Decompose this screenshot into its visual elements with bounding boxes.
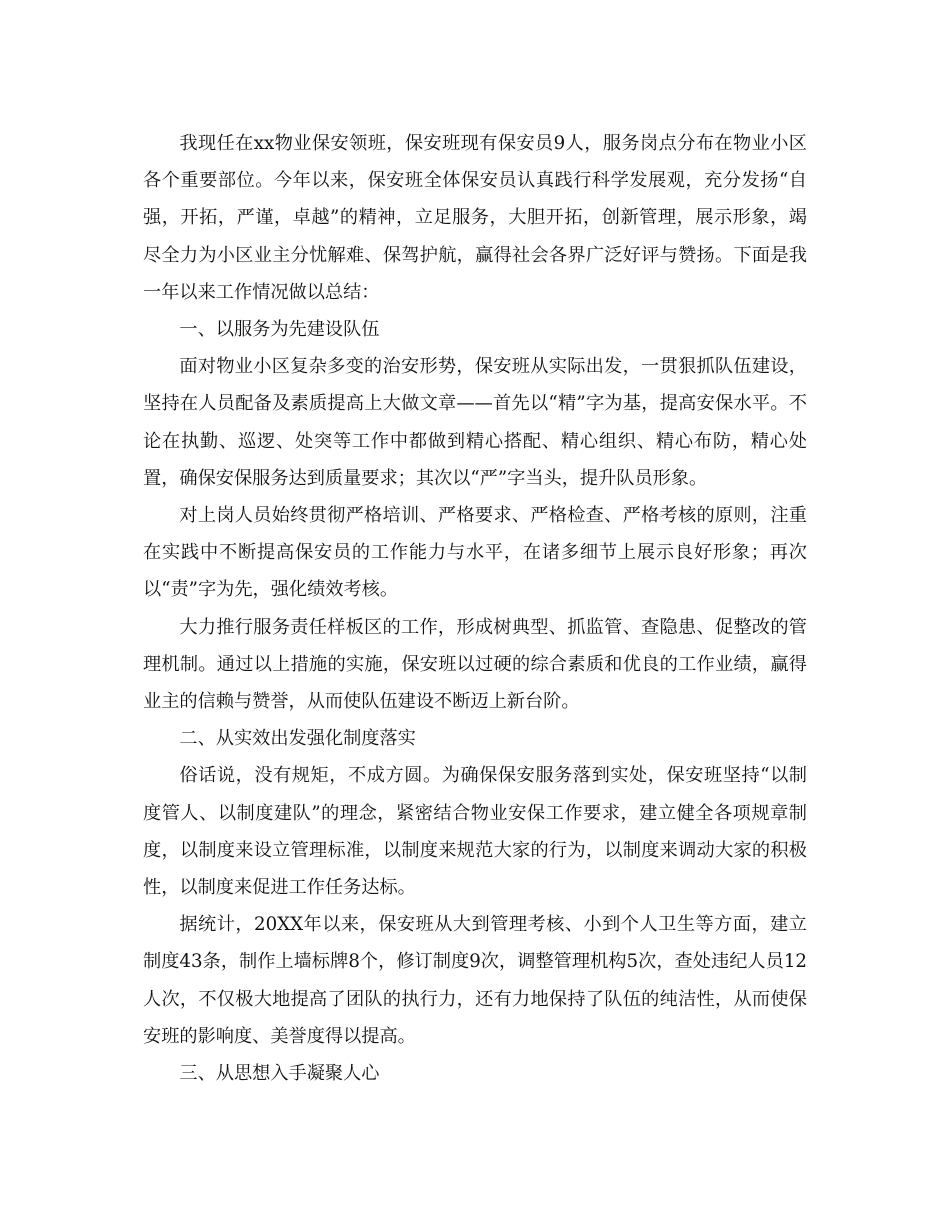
document-body (143, 125, 807, 1092)
section-heading-3: 三、从思想入手凝聚人心 (179, 1063, 380, 1085)
section-heading-1: 一、以服务为先建设队伍 (179, 319, 380, 341)
paragraph-model-area: 大力推行服务责任样板区的工作，形成树典型、抓监管、查隐患、促整改的管理机制。通过以上措施的实施，保安班以过硬的综合素质和优良的工作业绩，赢得业主的信赖与赞誉，从而使队伍建设不断迈上新台阶。 (143, 616, 807, 713)
section-heading-2: 二、从实效出发强化制度落实 (179, 728, 416, 750)
paragraph-team-building: 面对物业小区复杂多变的治安形势，保安班从实际出发，一贯狠抓队伍建设，坚持在人员配备及素质提高上大做文章——首先以“精”字为基，提高安保水平。不论在执勤、巡逻、处突等工作中都做到精心搭配、精心组织、精心布防，精心处置，确保安保服务达到质量要求；其次以“严”字当头，提升队员形象。 (143, 356, 807, 489)
paragraph-statistics: 据统计，20XX年以来，保安班从大到管理考核、小到个人卫生等方面，建立制度43条，制作上墙标牌8个，修订制度9次，调整管理机构5次，查处违纪人员12人次，不仅极大地提高了团队的执行力，还有力地保持了队伍的纯洁性，从而使保安班的影响度、美誉度得以提高。 (143, 914, 807, 1047)
paragraph-rules: 俗话说，没有规矩，不成方圆。为确保保安服务落到实处，保安班坚持“以制度管人、以制度建队”的理念，紧密结合物业安保工作要求，建立健全各项规章制度，以制度来设立管理标准，以制度来规范大家的行为，以制度来调动大家的积极性，以制度来促进工作任务达标。 (143, 765, 807, 899)
paragraph-training: 对上岗人员始终贯彻严格培训、严格要求、严格检查、严格考核的原则，注重在实践中不断提高保安员的工作能力与水平，在诸多细节上展示良好形象；再次以“责”字为先，强化绩效考核。 (143, 505, 807, 601)
paragraph-intro: 我现任在xx物业保安领班，保安班现有保安员9人，服务岗点分布在物业小区各个重要部位。今年以来，保安班全体保安员认真践行科学发展观，充分发扬“自强，开拓，严谨，卓越”的精神，立足服务，大胆开拓，创新管理，展示形象，竭尽全力为小区业主分忧解难、保驾护航，赢得社会各界广泛好评与赞扬。下面是我一年以来工作情况做以总结： (143, 133, 807, 303)
